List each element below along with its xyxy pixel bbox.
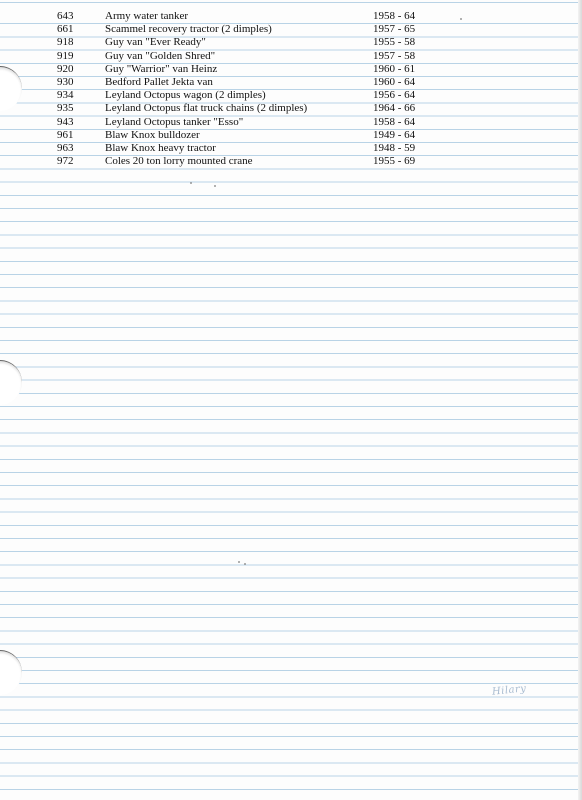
item-number: 930	[57, 75, 74, 88]
item-name: Blaw Knox heavy tractor	[105, 141, 216, 154]
list-item	[0, 36, 582, 49]
item-name: Leyland Octopus flat truck chains (2 dimples)	[105, 102, 308, 115]
item-years: 1955 - 58	[373, 36, 416, 49]
item-name: Leyland Octopus tanker "Esso"	[105, 115, 244, 128]
item-name: Guy van "Golden Shred"	[105, 49, 216, 62]
item-number: 934	[57, 89, 74, 102]
list-item	[0, 63, 582, 76]
paper-speck	[238, 561, 240, 563]
list-item	[0, 50, 582, 63]
list-item	[0, 89, 582, 102]
paper-speck	[244, 563, 246, 565]
item-years: 1957 - 65	[373, 23, 416, 36]
paper-speck	[214, 185, 216, 187]
item-name: Leyland Octopus wagon (2 dimples)	[105, 89, 266, 102]
faint-signature: Hilary	[491, 683, 527, 698]
item-years: 1955 - 69	[373, 155, 416, 168]
item-number: 943	[57, 115, 74, 128]
item-years: 1957 - 58	[373, 49, 416, 62]
item-number: 935	[57, 102, 74, 115]
item-name: Blaw Knox bulldozer	[105, 128, 200, 141]
paper-speck	[460, 18, 462, 20]
item-number: 920	[57, 62, 74, 75]
toy-list	[0, 10, 582, 168]
list-item	[0, 142, 582, 155]
list-item	[0, 76, 582, 89]
item-number: 643	[57, 10, 74, 22]
item-years: 1948 - 59	[373, 141, 416, 154]
item-years: 1964 - 66	[373, 102, 416, 115]
list-item	[0, 23, 582, 36]
punch-hole-bottom	[0, 650, 22, 695]
item-name: Guy van "Ever Ready"	[105, 36, 206, 49]
item-number: 918	[57, 36, 74, 49]
punch-hole-middle	[0, 360, 22, 405]
item-years: 1958 - 64	[373, 10, 416, 22]
list-item	[0, 155, 582, 168]
list-item	[0, 129, 582, 142]
item-name: Bedford Pallet Jekta van	[105, 75, 213, 88]
item-years: 1949 - 64	[373, 128, 416, 141]
item-name: Guy "Warrior" van Heinz	[105, 62, 218, 75]
item-years: 1958 - 64	[373, 115, 416, 128]
list-item	[0, 102, 582, 115]
item-name: Coles 20 ton lorry mounted crane	[105, 155, 253, 168]
item-name: Scammel recovery tractor (2 dimples)	[105, 23, 272, 36]
item-number: 972	[57, 155, 74, 168]
paper-speck	[190, 182, 192, 184]
list-item	[0, 116, 582, 129]
item-number: 961	[57, 128, 74, 141]
list-item	[0, 10, 582, 23]
item-number: 919	[57, 49, 74, 62]
item-number: 963	[57, 141, 74, 154]
item-years: 1956 - 64	[373, 89, 416, 102]
item-name: Army water tanker	[105, 10, 189, 22]
item-number: 661	[57, 23, 74, 36]
item-years: 1960 - 61	[373, 62, 416, 75]
item-years: 1960 - 64	[373, 75, 416, 88]
